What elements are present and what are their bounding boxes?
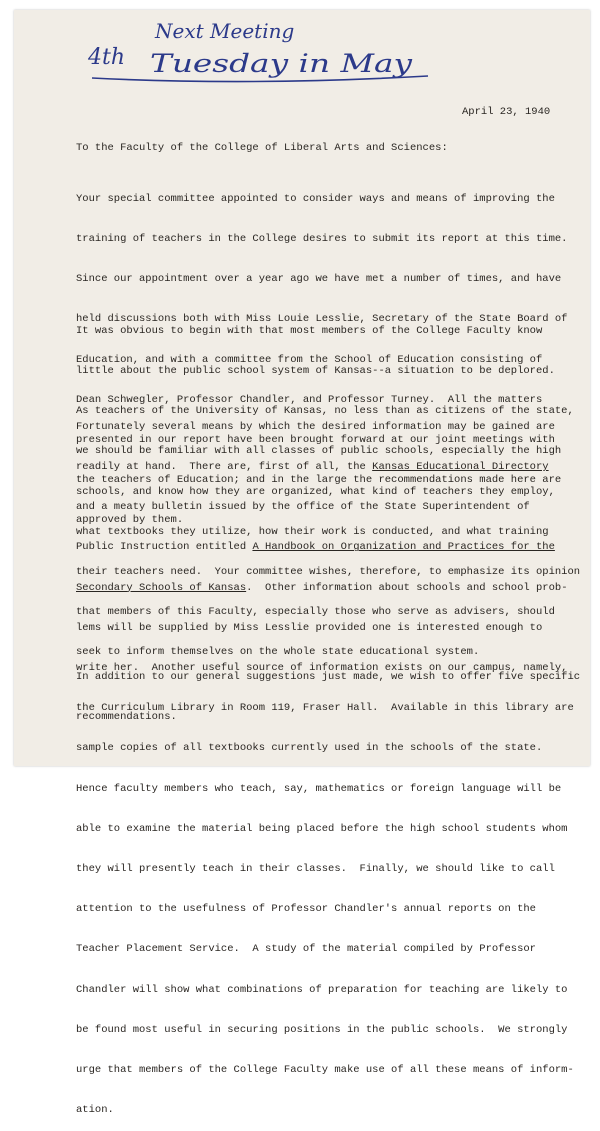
text-line: schools, and know how they are organized, what kind of teachers they employ, bbox=[76, 485, 555, 498]
underlined-title: Secondary Schools of Kansas bbox=[76, 581, 247, 594]
text-line: In addition to our general suggestions just made, we wish to offer five specific bbox=[76, 670, 581, 683]
paragraph-3 bbox=[76, 394, 574, 1131]
text-line: Teacher Placement Service. A study of the material compiled by Professor bbox=[76, 943, 536, 956]
text-line-with-underline: Public Instruction entitled A Handbook on Organization and Practices for the bbox=[76, 541, 555, 554]
handwritten-ordinal: 4th bbox=[88, 45, 126, 70]
text-line: attention to the usefulness of Professor Chandler's annual reports on the bbox=[76, 903, 536, 916]
text-line: urge that members of the College Faculty make use of all these means of inform- bbox=[76, 1064, 574, 1077]
letter-date: April 23, 1940 bbox=[462, 106, 551, 118]
text-line: lems will be supplied by Miss Lesslie provided one is interested enough to bbox=[76, 621, 543, 634]
text-line-with-underline: Secondary Schools of Kansas. Other information about schools and school prob- bbox=[76, 581, 568, 594]
text-line: training of teachers in the College desires to submit its report at this time. bbox=[76, 233, 568, 246]
handwritten-line-2: Tuesday in May bbox=[150, 49, 414, 78]
text-line: able to examine the material being placed before the high school students whom bbox=[76, 822, 568, 835]
text-line: ation. bbox=[76, 1104, 114, 1117]
text-line: that members of this Faculty, especially those who serve as advisers, should bbox=[76, 606, 555, 619]
text-line: they will presently teach in their classes. Finally, we should like to call bbox=[76, 863, 555, 876]
text-line: Fortunately several means by which the desired information may be gained are bbox=[76, 420, 555, 433]
text-line: recommendations. bbox=[76, 711, 177, 724]
text-line: As teachers of the University of Kansas, no less than as citizens of the state, bbox=[76, 405, 574, 418]
text-line: Chandler will show what combinations of preparation for teaching are likely to bbox=[76, 983, 568, 996]
text-line: the teachers of Education; and in the large the recommendations made here are bbox=[76, 474, 562, 487]
text-line: the Curriculum Library in Room 119, Fraser Hall. Available in this library are bbox=[76, 702, 574, 715]
text-line: their teachers need. Your committee wishes, therefore, to emphasize its opinion bbox=[76, 566, 581, 579]
text-line: It was obvious to begin with that most members of the College Faculty know bbox=[76, 324, 543, 337]
text-line: Since our appointment over a year ago we have met a number of times, and have bbox=[76, 273, 562, 286]
underlined-title: Kansas Educational Directory bbox=[372, 461, 549, 474]
text-line: be found most useful in securing positions in the public schools. We strongly bbox=[76, 1023, 568, 1036]
text-line: write her. Another useful source of information exists on our campus, namely, bbox=[76, 662, 568, 675]
salutation: To the Faculty of the College of Liberal Arts and Sciences: bbox=[76, 142, 448, 154]
text-line: Education, and with a committee from the School of Education consisting of bbox=[76, 353, 543, 366]
text-line: approved by them. bbox=[76, 514, 184, 527]
text-line: and a meaty bulletin issued by the office of the State Superintendent of bbox=[76, 501, 530, 514]
text-line: seek to inform themselves on the whole state educational system. bbox=[76, 646, 480, 659]
underlined-title: A Handbook on Organization and Practices for the bbox=[252, 541, 555, 554]
text-line: Dean Schwegler, Professor Chandler, and Professor Turney. All the matters bbox=[76, 393, 543, 406]
handwritten-line-1: Next Meeting bbox=[155, 19, 295, 43]
text-line: Your special committee appointed to consider ways and means of improving the bbox=[76, 192, 555, 205]
text-line: presented in our report have been brought forward at our joint meetings with bbox=[76, 434, 555, 447]
text-line: sample copies of all textbooks currently used in the schools of the state. bbox=[76, 742, 543, 755]
text-line: held discussions both with Miss Louie Lesslie, Secretary of the State Board of bbox=[76, 313, 568, 326]
handwritten-note bbox=[0, 0, 600, 120]
text-line: Hence faculty members who teach, say, mathematics or foreign language will be bbox=[76, 782, 562, 795]
text-line: little about the public school system of Kansas--a situation to be deplored. bbox=[76, 365, 555, 378]
text-line-with-underline: readily at hand. There are, first of all, the Kansas Educational Directory bbox=[76, 461, 549, 474]
text-line: we should be familiar with all classes of public schools, especially the high bbox=[76, 445, 562, 458]
text-line: what textbooks they utilize, how their work is conducted, and what training bbox=[76, 525, 549, 538]
paragraph-4 bbox=[76, 644, 580, 738]
